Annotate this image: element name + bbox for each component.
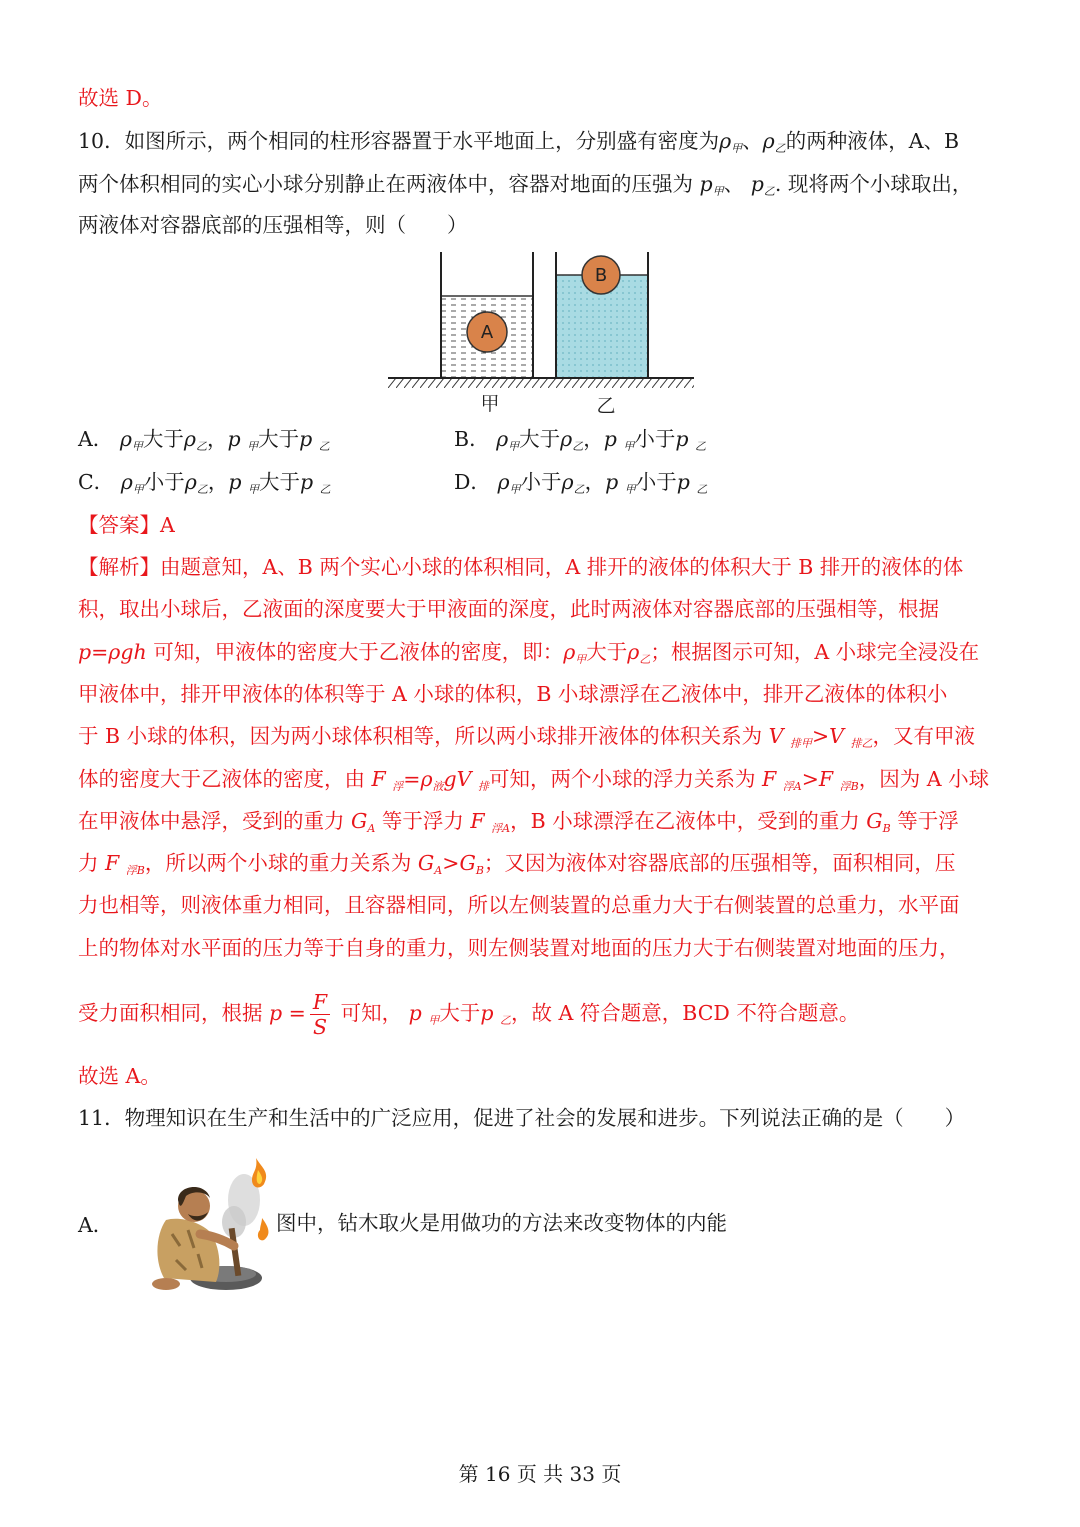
ground-hatching bbox=[388, 378, 694, 388]
q10-option-a: A． $\rho_甲$大于$\rho_乙$，p $_甲$大于p $_乙$ bbox=[78, 427, 330, 453]
analysis-line9: 力也相等，则液体重力相同，且容器相同，所以左侧装置的总重力大于右侧装置的总重力，水平面 bbox=[78, 893, 960, 917]
flame-icon-2 bbox=[258, 1218, 269, 1240]
q11-option-a-label: A． bbox=[78, 1213, 114, 1237]
fraction-f-over-s: $\frac{F}{S}$ bbox=[310, 990, 330, 1039]
q10-option-c: C． $\rho_甲$小于$\rho_乙$，p $_甲$大于p $_乙$ bbox=[78, 470, 331, 496]
q10-conclusion: 故选 A。 bbox=[78, 1064, 161, 1088]
q10-stem-line2: 两个体积相同的实心小球分别静止在两液体中，容器对地面的压强为 $p_甲$、 $p_乙$. 现将两个小球取出， bbox=[78, 172, 973, 198]
analysis-line8: 力 F $_{浮B}$，所以两个小球的重力关系为 $G_A>G_B$；又因为液体对容器底部的压强相等，面积相同，压 bbox=[78, 851, 956, 877]
q11-option-a-text: 图中，钻木取火是用做功的方法来改变物体的内能 bbox=[276, 1211, 727, 1235]
analysis-line6: 体的密度大于乙液体的密度，由 F $_浮=\rho_液gV$ $_排$可知，两个小球的浮力关系为 F $_{浮A}$>F $_{浮B}$，因为 A 小球 bbox=[78, 767, 990, 793]
q10-figure bbox=[380, 248, 700, 420]
q10-option-b: B． $\rho_甲$大于$\rho_乙$，p $_甲$小于p $_乙$ bbox=[454, 427, 707, 453]
analysis-line4: 甲液体中，排开甲液体的体积等于 A 小球的体积，B 小球漂浮在乙液体中，排开乙液体的体积小 bbox=[78, 682, 948, 706]
q11-stem: 11．物理知识在生产和生活中的广泛应用，促进了社会的发展和进步。下列说法正确的是（ ） bbox=[78, 1106, 966, 1130]
analysis-line11: 受力面积相同，根据 p = $\frac{F}{S}$ 可知， p $_甲$大于p $_乙$，故 A 符合题意，BCD 不符合题意。 bbox=[78, 990, 860, 1039]
analysis-line1: 【解析】由题意知，A、B 两个实心小球的体积相同，A 排开的液体的体积大于 B 排开的液体的体 bbox=[78, 555, 964, 579]
label-jia: 甲 bbox=[480, 393, 500, 415]
ball-b-label: B bbox=[594, 265, 608, 286]
q10-answer: 【答案】A bbox=[78, 513, 175, 537]
q10-stem-line1: 10．如图所示，两个相同的柱形容器置于水平地面上，分别盛有密度为$\rho_甲$、$\rho_乙$的两种液体，A、B bbox=[78, 129, 960, 155]
analysis-line2: 积，取出小球后，乙液面的深度要大于甲液面的深度，此时两液体对容器底部的压强相等，根据 bbox=[78, 597, 939, 621]
q10-option-d: D． $\rho_甲$小于$\rho_乙$，p $_甲$小于p $_乙$ bbox=[454, 470, 708, 496]
page-footer: 第 16 页 共 33 页 bbox=[458, 1462, 622, 1486]
analysis-line5: 于 B 小球的体积，因为两小球体积相等，所以两小球排开液体的体积关系为 V $_{排甲}$>V $_{排乙}$，又有甲液 bbox=[78, 724, 975, 750]
analysis-line10: 上的物体对水平面的压力等于自身的重力，则左侧装置对地面的压力大于右侧装置对地面的压力， bbox=[78, 936, 960, 960]
caveman-body bbox=[157, 1219, 219, 1282]
prev-conclusion: 故选 D。 bbox=[78, 86, 163, 110]
ball-a-label: A bbox=[480, 322, 494, 343]
analysis-line3: p=ρgh 可知，甲液体的密度大于乙液体的密度，即：$\rho_甲$大于$\rho_乙$；根据图示可知，A 小球完全浸没在 bbox=[78, 640, 980, 666]
q10-stem-line3: 两液体对容器底部的压强相等，则（ ） bbox=[78, 213, 468, 237]
label-yi: 乙 bbox=[596, 395, 616, 417]
analysis-line7: 在甲液体中悬浮，受到的重力 $G_A$ 等于浮力 F $_{浮A}$，B 小球漂浮在乙液体中，受到的重力 $G_B$ 等于浮 bbox=[78, 809, 959, 835]
fire-drill-illustration bbox=[136, 1150, 276, 1295]
